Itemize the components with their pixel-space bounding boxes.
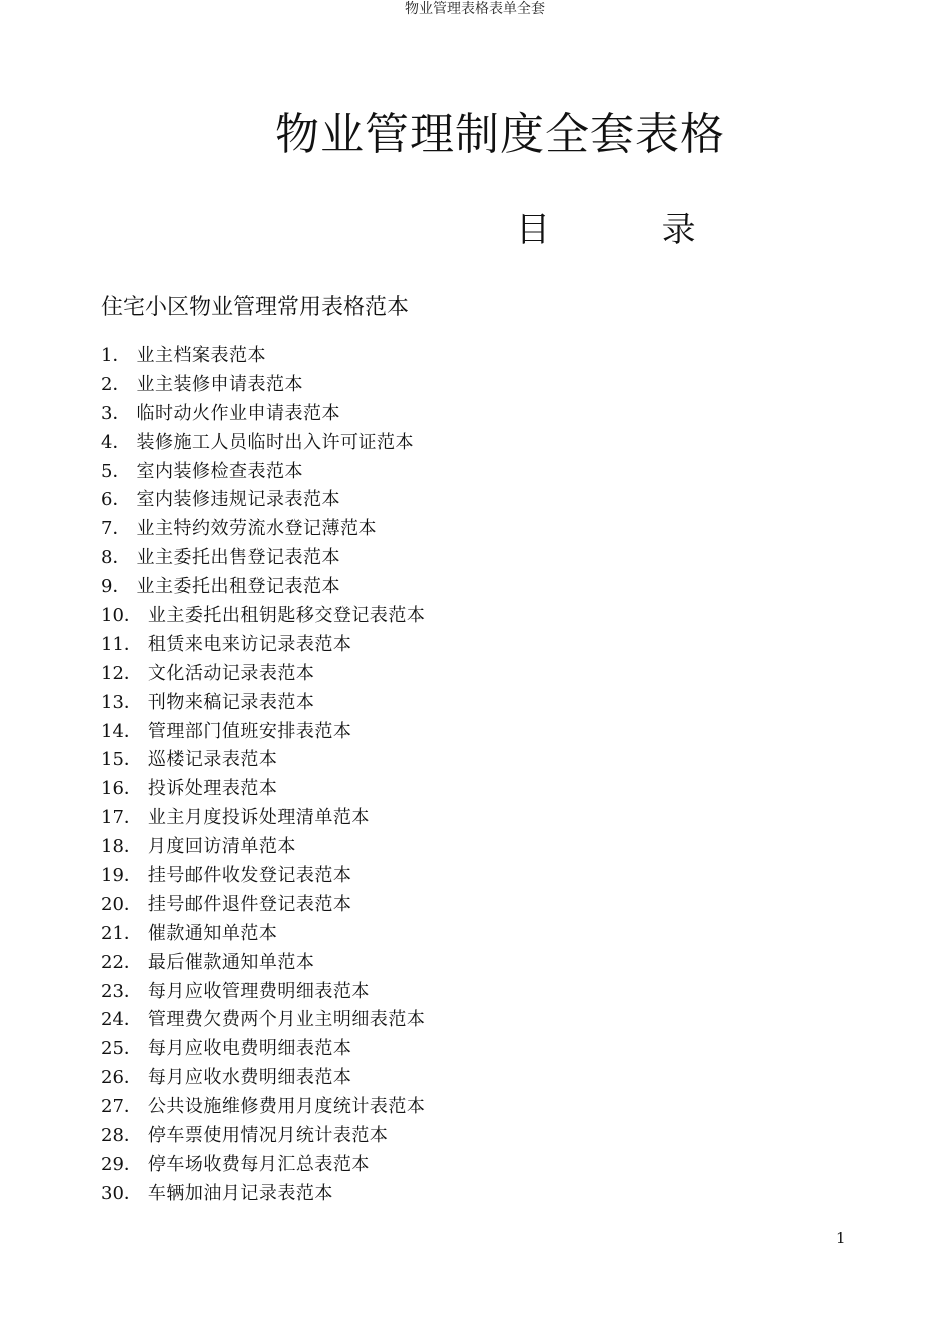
toc-item-title: 车辆加油月记录表范本 bbox=[147, 1182, 333, 1204]
toc-item-title: 业主月度投诉处理清单范本 bbox=[147, 807, 370, 829]
toc-heading: 目 录 bbox=[516, 210, 726, 250]
toc-item bbox=[101, 515, 425, 544]
toc-item bbox=[101, 573, 425, 602]
toc-item bbox=[101, 920, 425, 949]
toc-item-number: 13． bbox=[101, 691, 142, 713]
toc-item bbox=[101, 660, 425, 689]
toc-item-title: 业主装修申请表范本 bbox=[136, 373, 303, 395]
toc-item-number: 29． bbox=[101, 1153, 142, 1175]
toc-item bbox=[101, 602, 425, 631]
toc-item-title: 临时动火作业申请表范本 bbox=[136, 402, 340, 424]
toc-item-number: 7． bbox=[101, 518, 131, 540]
toc-item-title: 最后催款通知单范本 bbox=[147, 951, 315, 973]
toc-item bbox=[101, 1093, 425, 1122]
toc-item bbox=[101, 1151, 425, 1180]
toc-item bbox=[101, 833, 425, 862]
toc-item bbox=[101, 1035, 425, 1064]
toc-item bbox=[101, 689, 425, 718]
toc-item bbox=[101, 978, 425, 1007]
toc-item-title: 公共设施维修费用月度统计表范本 bbox=[147, 1096, 426, 1118]
toc-item-number: 10． bbox=[101, 605, 142, 627]
toc-item-title: 室内装修检查表范本 bbox=[136, 460, 303, 482]
toc-item-title: 装修施工人员临时出入许可证范本 bbox=[136, 431, 414, 453]
toc-item bbox=[101, 775, 425, 804]
toc-item-number: 28． bbox=[101, 1125, 142, 1147]
toc-item-number: 12． bbox=[101, 662, 142, 684]
running-header: 物业管理表格表单全套 bbox=[405, 1, 545, 17]
toc-item bbox=[101, 486, 425, 515]
toc-item-number: 26． bbox=[101, 1067, 142, 1089]
toc-item-title: 租赁来电来访记录表范本 bbox=[147, 633, 352, 655]
toc-item bbox=[101, 804, 425, 833]
toc-item-title: 投诉处理表范本 bbox=[147, 778, 278, 800]
toc-item-number: 2． bbox=[101, 373, 131, 395]
toc-item bbox=[101, 429, 425, 458]
toc-item bbox=[101, 342, 425, 371]
toc-item-number: 15． bbox=[101, 749, 142, 771]
toc-item-number: 23． bbox=[101, 980, 142, 1002]
toc-item-number: 17． bbox=[101, 807, 142, 829]
toc-item bbox=[101, 746, 425, 775]
toc-item-number: 4． bbox=[101, 431, 131, 453]
toc-item-title: 停车票使用情况月统计表范本 bbox=[147, 1125, 389, 1147]
toc-item-number: 8． bbox=[101, 547, 131, 569]
toc-item bbox=[101, 1180, 425, 1209]
section-heading: 住宅小区物业管理常用表格范本 bbox=[101, 295, 410, 320]
toc-item bbox=[101, 631, 425, 660]
toc-item-title: 催款通知单范本 bbox=[147, 922, 278, 944]
toc-item-number: 19． bbox=[101, 865, 142, 887]
toc-item-title: 每月应收电费明细表范本 bbox=[147, 1038, 352, 1060]
toc-item-title: 管理部门值班安排表范本 bbox=[147, 720, 352, 742]
toc-item-title: 挂号邮件收发登记表范本 bbox=[147, 865, 352, 887]
toc-item-title: 月度回访清单范本 bbox=[147, 836, 296, 858]
toc-item-title: 室内装修违规记录表范本 bbox=[136, 489, 340, 511]
toc-item bbox=[101, 1064, 425, 1093]
toc-item-title: 业主档案表范本 bbox=[136, 345, 266, 366]
toc-item-number: 22． bbox=[101, 951, 142, 973]
toc-item-title: 业主特约效劳流水登记薄范本 bbox=[136, 518, 377, 540]
toc-item bbox=[101, 544, 425, 573]
toc-item-number: 25． bbox=[101, 1038, 142, 1060]
toc-item-title: 业主委托出售登记表范本 bbox=[136, 547, 340, 569]
toc-item-number: 24． bbox=[101, 1009, 142, 1031]
toc-item bbox=[101, 371, 425, 400]
toc-item-title: 每月应收水费明细表范本 bbox=[147, 1067, 352, 1089]
toc-item-number: 1． bbox=[101, 345, 131, 366]
toc-item bbox=[101, 718, 425, 747]
toc-item-title: 停车场收费每月汇总表范本 bbox=[147, 1153, 370, 1175]
toc-item-number: 20． bbox=[101, 893, 142, 915]
toc-item-number: 6． bbox=[101, 489, 131, 511]
toc-item bbox=[101, 1006, 425, 1035]
toc-item-number: 18． bbox=[101, 836, 142, 858]
toc-item-number: 14． bbox=[101, 720, 142, 742]
toc-item-title: 刊物来稿记录表范本 bbox=[147, 691, 315, 713]
toc-list bbox=[101, 342, 425, 1209]
toc-item bbox=[101, 458, 425, 487]
toc-item-title: 业主委托出租钥匙移交登记表范本 bbox=[147, 605, 426, 627]
toc-item-number: 21． bbox=[101, 922, 142, 944]
toc-item-number: 9． bbox=[101, 576, 131, 598]
toc-item bbox=[101, 862, 425, 891]
toc-item-number: 27． bbox=[101, 1096, 142, 1118]
toc-item-title: 业主委托出租登记表范本 bbox=[136, 576, 340, 598]
toc-item-title: 巡楼记录表范本 bbox=[147, 749, 278, 771]
toc-item bbox=[101, 891, 425, 920]
toc-item-number: 3． bbox=[101, 402, 131, 424]
toc-item-number: 5． bbox=[101, 460, 131, 482]
toc-item-title: 每月应收管理费明细表范本 bbox=[147, 980, 370, 1002]
toc-item-number: 11． bbox=[101, 633, 142, 655]
toc-item bbox=[101, 1122, 425, 1151]
document-title: 物业管理制度全套表格 bbox=[275, 109, 725, 160]
toc-item bbox=[101, 949, 425, 978]
toc-item-title: 管理费欠费两个月业主明细表范本 bbox=[147, 1009, 426, 1031]
toc-item-number: 30． bbox=[101, 1182, 142, 1204]
toc-item-title: 挂号邮件退件登记表范本 bbox=[147, 893, 352, 915]
toc-item-number: 16． bbox=[101, 778, 142, 800]
page-number: 1 bbox=[836, 1229, 846, 1247]
toc-item bbox=[101, 400, 425, 429]
toc-item-title: 文化活动记录表范本 bbox=[147, 662, 315, 684]
